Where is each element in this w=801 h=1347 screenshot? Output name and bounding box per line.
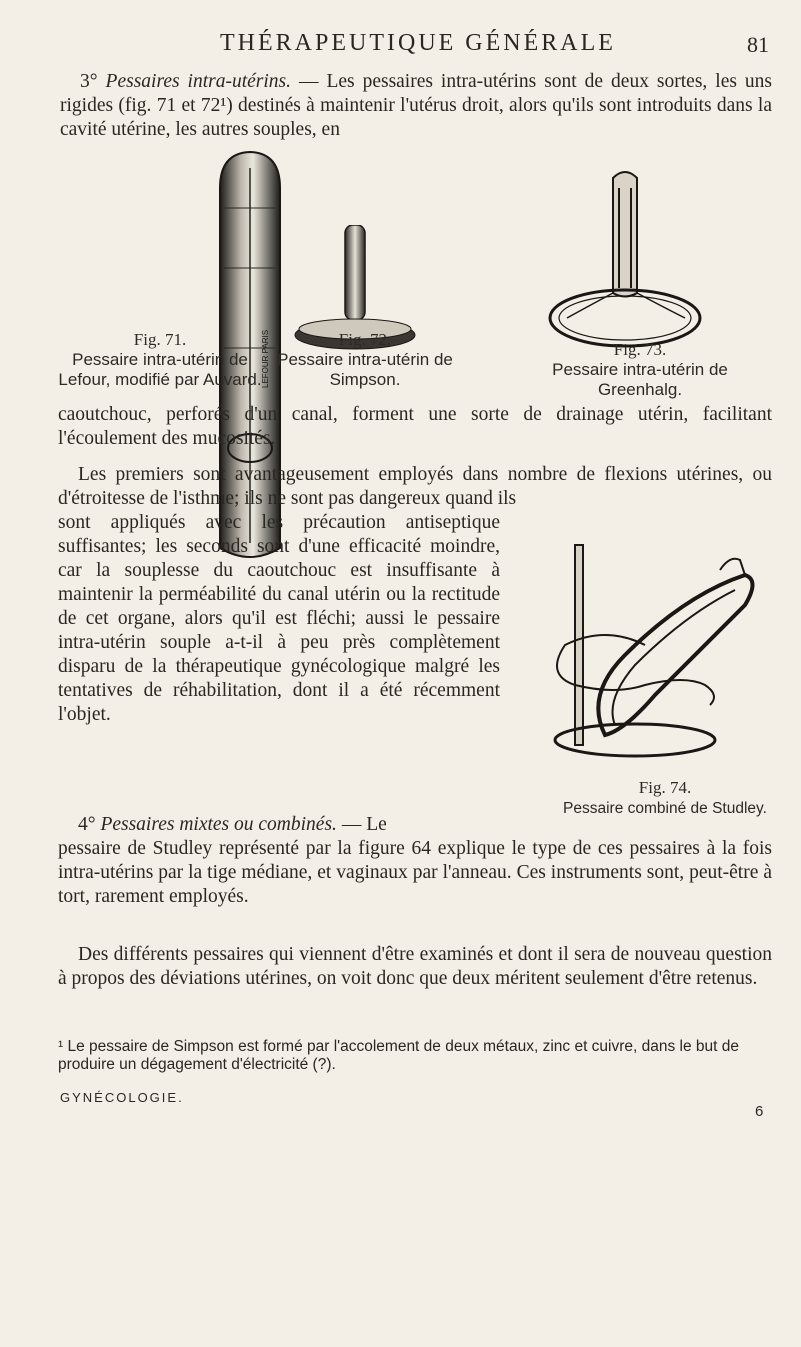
premiers-paragraph-wrap: sont appliqués avec les précaution antiseptique suffisantes; les seconds sont d'une efficacité moindre, car la souplesse du caoutchouc est insuffisante à maintenir la perméabilité du canal utérin ou la rectitude de cet organe, alors qu'il est fléchi; aussi le pessaire intra-utérin souple a-t-il à peu près complètement disparu de la thérapeutique gynécologique malgré les tentatives de réhabilitation, dont il a été récemment l'objet. <box>58 512 500 725</box>
figure-74-number: Fig. 74. <box>638 778 692 797</box>
running-foot: GYNÉCOLOGIE. <box>60 1090 184 1105</box>
figure-73-text: Pessaire intra-utérin de Greenhalg. <box>552 360 728 399</box>
figure-74-caption <box>555 778 775 819</box>
premiers-paragraph-top: Les premiers sont avantageusement employés dans nombre de flexions utérines, ou d'étroitesse de l'isthme; ils ne sont pas dangereux quand ils <box>58 464 772 509</box>
section-4-paragraph: pessaire de Studley représenté par la figure 64 explique le type de ces pessaires à la fois intra-utérins par la tige médiane, et vaginaux par l'anneau. Ces instruments sont, peut-être à tort, rarement employés. <box>58 838 772 907</box>
figure-71-engraving: LEFOUR PARIS <box>261 329 270 388</box>
figure-71-number: Fig. 71. <box>133 330 187 349</box>
footnote <box>58 1038 772 1074</box>
section-4-heading: Pessaires mixtes ou combinés. <box>100 814 337 835</box>
figure-74-text: Pessaire combiné de Studley. <box>563 800 767 817</box>
page-number: 81 <box>747 32 769 57</box>
section-3-paragraph <box>60 70 772 142</box>
figure-73-illustration <box>545 168 705 358</box>
figure-73-caption <box>520 340 760 400</box>
figure-73-number: Fig. 73. <box>613 340 667 359</box>
figure-72-number: Fig. 72. <box>338 330 392 349</box>
section-4-lead: — Le <box>336 814 387 835</box>
figure-72-caption <box>270 330 460 390</box>
footnote-text: Le pessaire de Simpson est formé par l'accolement de deux métaux, zinc et cuivre, dans le but de produire un dégagement d'électricité (?). <box>58 1038 740 1073</box>
footnote-marker: ¹ <box>58 1038 64 1055</box>
final-paragraph: Des différents pessaires qui viennent d'être examinés et dont il sera de nouveau question à propos des déviations utérines, on voit donc que deux méritent seulement d'être retenus. <box>58 944 772 989</box>
section-4-number: 4° <box>78 814 96 835</box>
figure-71-text: Pessaire intra-utérin de Lefour, modifié par Auvard. <box>58 350 262 389</box>
section-3-text: — Les pessaires intra-utérins sont de deux sortes, les uns rigides (fig. 71 et 72¹) destinés à maintenir l'utérus droit, alors qu'ils sont introduits dans la cavité utérine, les autres souples, en <box>60 71 772 140</box>
page-header <box>0 20 801 60</box>
section-4-heading-line <box>58 813 500 837</box>
signature-mark: 6 <box>755 1103 764 1120</box>
running-title: THÉRAPEUTIQUE GÉNÉRALE <box>220 30 616 56</box>
figure-72-text: Pessaire intra-utérin de Simpson. <box>277 350 453 389</box>
figure-71-caption <box>55 330 265 390</box>
section-3-heading: Pessaires intra-utérins. <box>105 71 291 92</box>
figure-74-illustration <box>545 535 770 775</box>
continued-paragraph: caoutchouc, perforés d'un canal, forment une sorte de drainage utérin, facilitant l'écoulement des mucosités. <box>58 404 772 449</box>
section-3-number: 3° <box>80 71 98 92</box>
